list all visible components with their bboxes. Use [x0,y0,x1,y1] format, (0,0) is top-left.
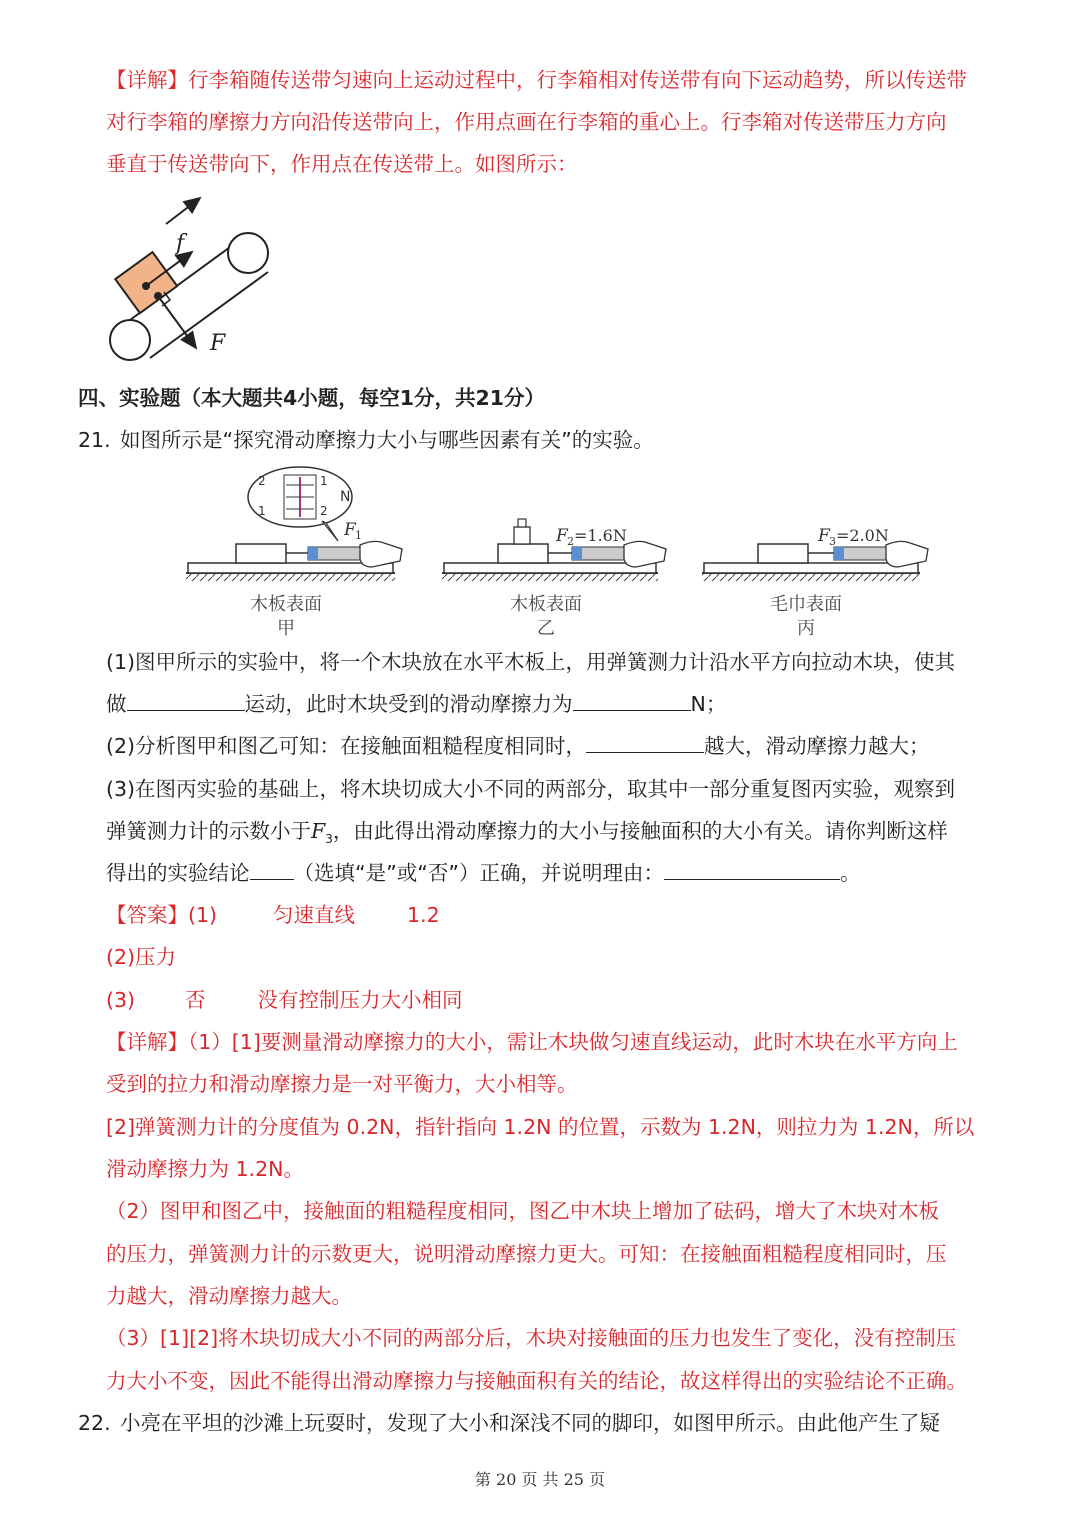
detail-line: （2）图甲和图乙中，接触面的粗糙程度相同，图乙中木块上增加了砝码，增大了木块对木板 [106,1199,940,1223]
detail-line: 力越大，滑动摩擦力越大。 [106,1284,352,1308]
page-footer: 第 20 页 共 25 页 [474,1470,606,1489]
blank-factor[interactable] [586,732,704,753]
text: 做 [106,692,127,716]
panel1-surface: 木板表面 [250,594,322,615]
part2-line [106,732,930,760]
text: 弹簧测力计的示数小于 [106,819,311,843]
panel-bing [702,526,928,581]
detail-line: 【详解】（1）[1]要测量滑动摩擦力的大小，需让木块做匀速直线运动，此时木块在水平方向上 [106,1030,958,1054]
gauge-tick: 1 [258,504,266,518]
answer-value: 否 [185,988,206,1012]
svg-text:F: F [344,520,356,540]
panel2-sub: 2 [567,535,574,548]
section-title: 四、实验题（本大题共4小题，每空1分，共21分） [78,386,546,410]
panel1-sub: 1 [355,529,362,542]
panel3-surface: 毛巾表面 [770,594,842,615]
part3-line-b [106,817,948,853]
text: N； [690,692,727,716]
text: 得出的实验结论 [106,861,250,885]
question-text: 小亮在平坦的沙滩上玩耍时，发现了大小和深浅不同的脚印，如图甲所示。由此他产生了疑 [120,1411,940,1435]
panel3-name: 丙 [797,618,815,639]
panel3-value: =2.0N [836,526,889,545]
text: 运动，此时木块受到的滑动摩擦力为 [244,692,573,716]
detail-line: 对行李箱的摩擦力方向沿传送带向上，作用点画在行李箱的重心上。行李箱对传送带压力方向 [106,110,947,134]
svg-text:F: F [818,526,830,546]
blank-motion[interactable] [127,690,245,711]
answer-label: 【答案】 [106,903,188,927]
text: (2)分析图甲和图乙可知：在接触面粗糙程度相同时， [106,734,587,758]
gauge-unit: N [340,489,351,505]
conveyor-figure [100,190,290,370]
gauge-tick: 2 [258,474,266,488]
detail-line: 受到的拉力和滑动摩擦力是一对平衡力，大小相等。 [106,1072,578,1096]
question-stem: 如图所示是“探究滑动摩擦力大小与哪些因素有关”的实验。 [120,428,654,452]
panel2-surface: 木板表面 [510,594,582,615]
gauge-tick: 1 [320,474,328,488]
blank-yesno[interactable] [250,859,294,880]
detail-line: 的压力，弹簧测力计的示数更大，说明滑动摩擦力更大。可知：在接触面粗糙程度相同时，压 [106,1242,947,1266]
blank-reason[interactable] [664,859,840,880]
panel3-sub: 3 [829,535,836,548]
svg-text:F: F [556,526,568,546]
var-sub: 3 [325,832,333,847]
panel1-name: 甲 [277,618,295,639]
detail-line: 【详解】行李箱随传送带匀速向上运动过程中，行李箱相对传送带有向下运动趋势，所以传送带 [106,68,967,92]
text: 越大，滑动摩擦力越大； [704,734,930,758]
detail-line: 垂直于传送带向下，作用点在传送带上。如图所示： [106,152,578,176]
text: (1) [188,903,218,927]
panel2-value: =1.6N [574,526,627,545]
part1-line-a: (1)图甲所示的实验中，将一个木块放在水平木板上，用弹簧测力计沿水平方向拉动木块，使其 [106,650,956,674]
answer-line-3 [106,986,463,1014]
answer-line-2: (2)压力 [106,945,177,969]
text: （选填“是”或“否”）正确，并说明理由： [293,861,664,885]
text: ，由此得出滑动摩擦力的大小与接触面积的大小有关。请你判断这样 [332,819,948,843]
panel-jia [186,467,402,581]
label-f: f [176,231,185,256]
detail-line: 滑动摩擦力为 1.2N。 [106,1157,304,1181]
panel-yi [442,519,666,581]
answer-value: 1.2 [407,903,440,927]
detail-line: 力大小不变，因此不能得出滑动摩擦力与接触面积有关的结论，故这样得出的实验结论不正确。 [106,1369,967,1393]
part1-line-b [106,690,726,718]
gauge-tick: 2 [320,504,328,518]
text: (3) [106,988,136,1012]
detail-line: [2]弹簧测力计的分度值为 0.2N，指针指向 1.2N 的位置，示数为 1.2N，则拉力为 1.2N，所以 [106,1115,975,1139]
detail-line: （3）[1][2]将木块切成大小不同的两部分后，木块对接触面的压力也发生了变化，没有控制压 [106,1326,957,1350]
question-number: 21. [78,428,111,452]
answer-value: 没有控制压力大小相同 [257,988,463,1012]
answer-value: 匀速直线 [273,903,356,927]
question-number: 22. [78,1411,111,1435]
part3-line-a: (3)在图丙实验的基础上，将木块切成大小不同的两部分，取其中一部分重复图丙实验，观察到 [106,777,956,801]
blank-friction[interactable] [573,690,691,711]
answer-line-1 [106,901,440,929]
panel2-name: 乙 [537,618,555,639]
var-F: F [311,819,326,843]
part3-line-c [106,859,860,887]
label-F: F [210,331,226,356]
text: 。 [839,861,861,885]
